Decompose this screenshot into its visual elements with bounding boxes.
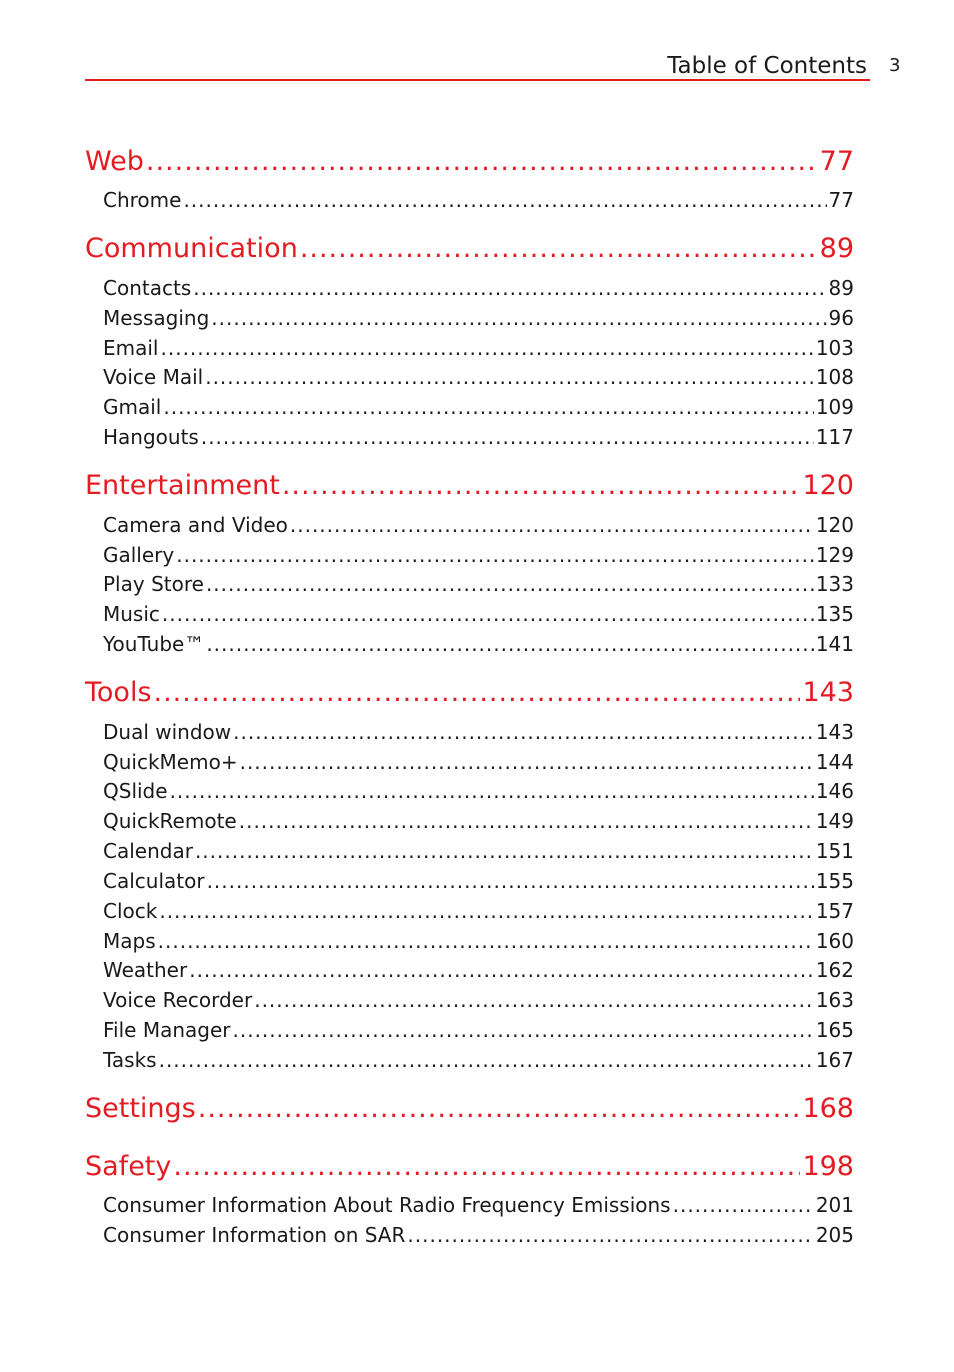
toc-entry-contacts[interactable] [103, 276, 854, 300]
dot-leader [206, 572, 814, 596]
dot-leader [282, 470, 801, 501]
toc-entry-play-store[interactable] [103, 572, 854, 596]
entry-page: 160 [815, 929, 854, 953]
entry-page: 117 [815, 425, 854, 449]
entry-page: 108 [815, 365, 854, 389]
entry-page: 141 [815, 632, 854, 656]
dot-leader [193, 276, 826, 300]
entry-title: Consumer Information About Radio Frequency Emissions [103, 1193, 671, 1217]
entry-page: 133 [815, 572, 854, 596]
entry-page: 77 [828, 188, 854, 212]
entry-title: Music [103, 602, 160, 626]
toc-entry-voice-mail[interactable] [103, 365, 854, 389]
toc-chapter-tools[interactable] [85, 677, 854, 708]
dot-leader [154, 677, 801, 708]
chapter-page: 198 [802, 1151, 854, 1182]
entry-page: 135 [815, 602, 854, 626]
entry-title: Gallery [103, 543, 175, 567]
dot-leader [673, 1193, 814, 1217]
entry-page: 143 [815, 720, 854, 744]
entry-page: 151 [815, 839, 854, 863]
dot-leader [162, 602, 814, 626]
dot-leader [170, 779, 814, 803]
toc-entry-music[interactable] [103, 602, 854, 626]
chapter-page: 143 [802, 677, 854, 708]
dot-leader [239, 809, 814, 833]
chapter-page: 77 [819, 146, 854, 177]
chapter-title: Communication [85, 233, 298, 264]
chapter-title: Safety [85, 1151, 172, 1182]
chapter-title: Web [85, 146, 144, 177]
entry-title: Play Store [103, 572, 204, 596]
entry-page: 146 [815, 779, 854, 803]
entry-title: Calculator [103, 869, 205, 893]
entry-page: 201 [815, 1193, 854, 1217]
dot-leader [300, 233, 818, 264]
entry-title: Messaging [103, 306, 210, 330]
entry-title: Maps [103, 929, 156, 953]
dot-leader [207, 869, 814, 893]
toc-entry-hangouts[interactable] [103, 425, 854, 449]
toc-entry-quickmemo[interactable] [103, 750, 854, 774]
entry-page: 129 [815, 543, 854, 567]
dot-leader [161, 336, 814, 360]
entry-page: 149 [815, 809, 854, 833]
entry-page: 120 [815, 513, 854, 537]
chapter-title: Tools [85, 677, 152, 708]
entry-page: 162 [815, 958, 854, 982]
entry-page: 205 [815, 1223, 854, 1247]
entry-title: Chrome [103, 188, 182, 212]
header-rule [85, 79, 870, 81]
toc-entry-quickremote[interactable] [103, 809, 854, 833]
dot-leader [233, 720, 814, 744]
dot-leader [201, 425, 814, 449]
dot-leader [189, 958, 814, 982]
entry-title: Contacts [103, 276, 192, 300]
dot-leader [195, 839, 814, 863]
page-number: 3 [889, 55, 901, 76]
toc-entry-maps[interactable] [103, 929, 854, 953]
entry-title: QuickRemote [103, 809, 237, 833]
entry-title: Tasks [103, 1048, 157, 1072]
toc-chapter-web[interactable] [85, 146, 854, 177]
toc-chapter-entertainment[interactable] [85, 470, 854, 501]
dot-leader [198, 1093, 801, 1124]
dot-leader [290, 513, 814, 537]
entry-title: Weather [103, 958, 188, 982]
dot-leader [163, 395, 813, 419]
dot-leader [254, 988, 814, 1012]
entry-page: 157 [815, 899, 854, 923]
toc-entry-sar[interactable] [103, 1223, 854, 1247]
toc-entry-email[interactable] [103, 336, 854, 360]
toc-entry-calculator[interactable] [103, 869, 854, 893]
entry-page: 96 [828, 306, 854, 330]
entry-page: 163 [815, 988, 854, 1012]
chapter-page: 89 [819, 233, 854, 264]
chapter-page: 120 [802, 470, 854, 501]
entry-page: 89 [828, 276, 854, 300]
entry-title: Voice Recorder [103, 988, 253, 1012]
toc-entry-camera-and-video[interactable] [103, 513, 854, 537]
dot-leader [159, 1048, 814, 1072]
toc-entry-chrome[interactable] [103, 188, 854, 212]
entry-title: Hangouts [103, 425, 199, 449]
entry-title: File Manager [103, 1018, 231, 1042]
dot-leader [205, 365, 814, 389]
dot-leader [176, 543, 814, 567]
toc-chapter-communication[interactable] [85, 233, 854, 264]
toc-entry-gmail[interactable] [103, 395, 854, 419]
entry-page: 103 [815, 336, 854, 360]
entry-title: Calendar [103, 839, 193, 863]
entry-title: Clock [103, 899, 158, 923]
chapter-title: Entertainment [85, 470, 280, 501]
toc-entry-messaging[interactable] [103, 306, 854, 330]
entry-page: 165 [815, 1018, 854, 1042]
dot-leader [173, 1151, 800, 1182]
toc-entry-gallery[interactable] [103, 543, 854, 567]
dot-leader [206, 632, 813, 656]
dot-leader [159, 899, 813, 923]
dot-leader [240, 750, 814, 774]
toc-entry-voice-recorder[interactable] [103, 988, 854, 1012]
entry-title: Gmail [103, 395, 162, 419]
toc-entry-clock[interactable] [103, 899, 854, 923]
entry-title: Email [103, 336, 159, 360]
dot-leader [233, 1018, 814, 1042]
toc-entry-dual-window[interactable] [103, 720, 854, 744]
entry-page: 167 [815, 1048, 854, 1072]
toc-chapter-safety[interactable] [85, 1151, 854, 1182]
toc-entry-rf-emissions[interactable] [103, 1193, 854, 1217]
dot-leader [407, 1223, 813, 1247]
entry-title: QuickMemo+ [103, 750, 238, 774]
dot-leader [211, 306, 826, 330]
entry-title: Voice Mail [103, 365, 204, 389]
toc-entry-youtube[interactable] [103, 632, 854, 656]
chapter-title: Settings [85, 1093, 196, 1124]
dot-leader [158, 929, 814, 953]
entry-page: 144 [815, 750, 854, 774]
toc-entry-tasks[interactable] [103, 1048, 854, 1072]
entry-page: 109 [815, 395, 854, 419]
dot-leader [146, 146, 818, 177]
toc-entry-qslide[interactable] [103, 779, 854, 803]
dot-leader [183, 188, 826, 212]
entry-page: 155 [815, 869, 854, 893]
entry-title: Consumer Information on SAR [103, 1223, 406, 1247]
entry-title: Dual window [103, 720, 232, 744]
toc-entry-calendar[interactable] [103, 839, 854, 863]
chapter-page: 168 [802, 1093, 854, 1124]
toc-entry-weather[interactable] [103, 958, 854, 982]
toc-chapter-settings[interactable] [85, 1093, 854, 1124]
header-title: Table of Contents [667, 53, 867, 79]
entry-title: Camera and Video [103, 513, 288, 537]
entry-title: YouTube™ [103, 632, 205, 656]
entry-title: QSlide [103, 779, 168, 803]
toc-entry-file-manager[interactable] [103, 1018, 854, 1042]
